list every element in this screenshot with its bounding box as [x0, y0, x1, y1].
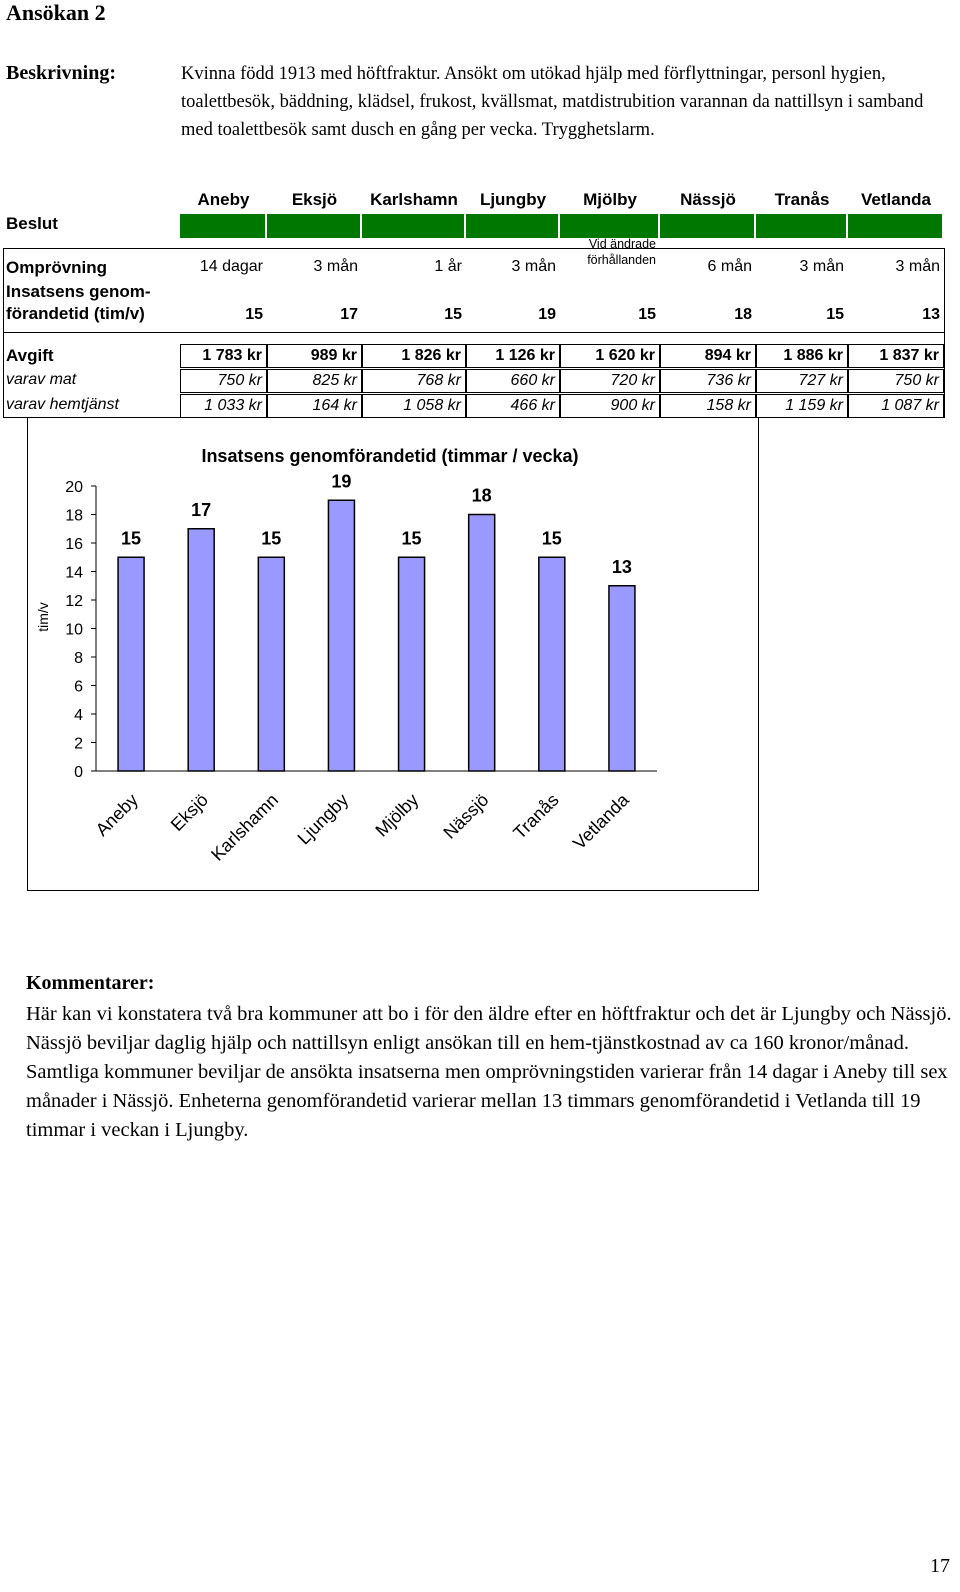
column-header: Aneby — [197, 190, 250, 209]
x-tick-label: Ljungby — [293, 789, 353, 849]
x-tick-label: Karlshamn — [207, 789, 283, 865]
table-cell: 15 — [444, 306, 462, 323]
table-cell: 1 826 kr — [362, 344, 466, 368]
y-tick-label: 8 — [74, 650, 83, 667]
table-cell: 164 kr — [267, 394, 362, 418]
bar-value-label: 13 — [611, 556, 632, 577]
x-tick-label: Vetlanda — [569, 789, 633, 854]
table-cell: 18 — [734, 306, 752, 323]
y-tick-label: 14 — [65, 564, 83, 582]
table-cell: 825 kr — [267, 369, 362, 393]
column-header: Vetlanda — [861, 190, 931, 209]
y-tick-label: 16 — [65, 536, 83, 553]
chart-y-axis-label: tim/v — [35, 602, 51, 632]
table-cell: 15 — [245, 306, 263, 323]
column-header: Tranås — [774, 190, 830, 209]
bar-vetlanda — [609, 586, 635, 771]
bar-mjölby — [399, 557, 425, 771]
table-cell: 3 mån — [799, 258, 844, 275]
row-label-insatsens: Insatsens genom- förandetid (tim/v) — [6, 282, 151, 323]
bar-value-label: 19 — [331, 471, 352, 492]
y-tick-label: 0 — [74, 764, 83, 781]
table-cell: 1 år — [434, 258, 462, 275]
table-cell: 1 783 kr — [180, 344, 267, 368]
description-text: Kvinna född 1913 med höftfraktur. Ansökt om utökad hjälp med förflyttningar, personl hygien, toalettbesök, bäddning, klädsel, frukost, kvällsmat, matdistrubition varannan da nattillsyn i samband med toalettbesök samt dusch en gång per vecka. Trygghetslarm. — [181, 64, 924, 140]
column-header: Mjölby — [583, 190, 637, 209]
y-tick-label: 12 — [65, 593, 83, 610]
bar-value-label: 15 — [401, 528, 422, 549]
x-tick-label: Nässjö — [439, 789, 493, 843]
description-label: Beskrivning: — [6, 62, 117, 84]
bar-karlshamn — [258, 557, 284, 771]
cell-line: Vid ändrade — [588, 237, 656, 251]
table-cell: 750 kr — [848, 369, 944, 393]
y-tick-label: 6 — [74, 678, 83, 696]
table-cell: 1 837 kr — [848, 344, 944, 368]
chart-plot — [65, 471, 657, 864]
row-label-varav-hemtjanst: varav hemtjänst — [6, 396, 119, 413]
bar-value-label: 15 — [121, 528, 142, 549]
column-header: Karlshamn — [370, 190, 458, 209]
table-cell: 3 mån — [511, 258, 556, 275]
table-cell: 158 kr — [660, 394, 756, 418]
table-cell: 720 kr — [560, 369, 660, 393]
x-tick-label: Aneby — [91, 789, 142, 840]
table-cell: 3 mån — [895, 258, 940, 275]
y-tick-label: 18 — [65, 507, 83, 525]
column-header: Ljungby — [479, 190, 547, 209]
table-cell: 14 dagar — [199, 258, 263, 275]
table-cell: 15 — [826, 306, 844, 323]
table-cell: 1 126 kr — [466, 344, 560, 368]
table-cell: 19 — [538, 306, 556, 323]
row-label-avgift: Avgift — [6, 346, 54, 365]
table-cell: 1 159 kr — [756, 394, 848, 418]
x-tick-label: Tranås — [509, 789, 563, 843]
bar-eksjö — [188, 529, 214, 771]
column-header: Eksjö — [291, 190, 338, 209]
table-cell: 750 kr — [180, 369, 267, 393]
table-cell: 736 kr — [660, 369, 756, 393]
table-cell: 466 kr — [466, 394, 560, 418]
comments-text: Här kan vi konstatera två bra kommuner att bo i för den äldre efter en höftfraktur och det är Ljungby och Nässjö. Nässjö beviljar daglig hjälp och nattillsyn enligt ansökan till en hem-tjänstkostnad av ca 160 kronor/månad. Samtliga kommuner beviljar de ansökta insatserna men omprövningstiden varierar från 14 dagar i Aneby till sex månader i Nässjö. Enheterna genomförandetid varierar mellan 13 timmars genomförandetid i Vetlanda till 19 timmar i veckan i Ljungby. — [26, 1003, 952, 1141]
row-label-varav-mat: varav mat — [6, 371, 77, 388]
table-cell: 1 033 kr — [180, 394, 267, 418]
table-cell: 989 kr — [267, 344, 362, 368]
table-cell: 900 kr — [560, 394, 660, 418]
chart-title: Insatsens genomförandetid (timmar / vecka) — [201, 446, 579, 466]
row-label-beslut: Beslut — [6, 214, 58, 233]
table-cell: 1 087 kr — [848, 394, 944, 418]
table-cell: 727 kr — [756, 369, 848, 393]
table-cell: 17 — [340, 306, 358, 323]
comments-heading: Kommentarer: — [26, 972, 155, 994]
table-cell: 1 886 kr — [756, 344, 848, 368]
bar-ljungby — [328, 500, 354, 771]
table-cell: 768 kr — [362, 369, 466, 393]
table-cell: 6 mån — [707, 258, 752, 275]
bar-aneby — [118, 557, 144, 771]
x-tick-label: Eksjö — [166, 789, 213, 835]
table-cell: 15 — [638, 306, 656, 323]
table-cell: 1 058 kr — [362, 394, 466, 418]
table-cell: 1 620 kr — [560, 344, 660, 368]
cell-line: förhållanden — [587, 253, 656, 267]
row-label-omprovning: Omprövning — [6, 258, 108, 277]
bar-nässjö — [469, 515, 495, 772]
page-title: Ansökan 2 — [6, 0, 106, 25]
x-tick-label: Mjölby — [371, 789, 423, 841]
bar-value-label: 15 — [261, 528, 282, 549]
bar-value-label: 17 — [191, 499, 212, 520]
bar-value-label: 15 — [541, 528, 562, 549]
table-cell: 660 kr — [466, 369, 560, 393]
table-cell: 3 mån — [313, 258, 358, 275]
page-number: 17 — [930, 1555, 950, 1577]
y-tick-label: 20 — [65, 479, 83, 496]
y-tick-label: 4 — [74, 707, 83, 724]
column-header: Nässjö — [680, 190, 736, 209]
table-cell: 894 kr — [660, 344, 756, 368]
bar-value-label: 18 — [471, 485, 492, 506]
table-cell: 13 — [922, 306, 940, 323]
y-tick-label: 10 — [65, 621, 83, 639]
y-tick-label: 2 — [74, 735, 83, 753]
bar-tranås — [539, 557, 565, 771]
